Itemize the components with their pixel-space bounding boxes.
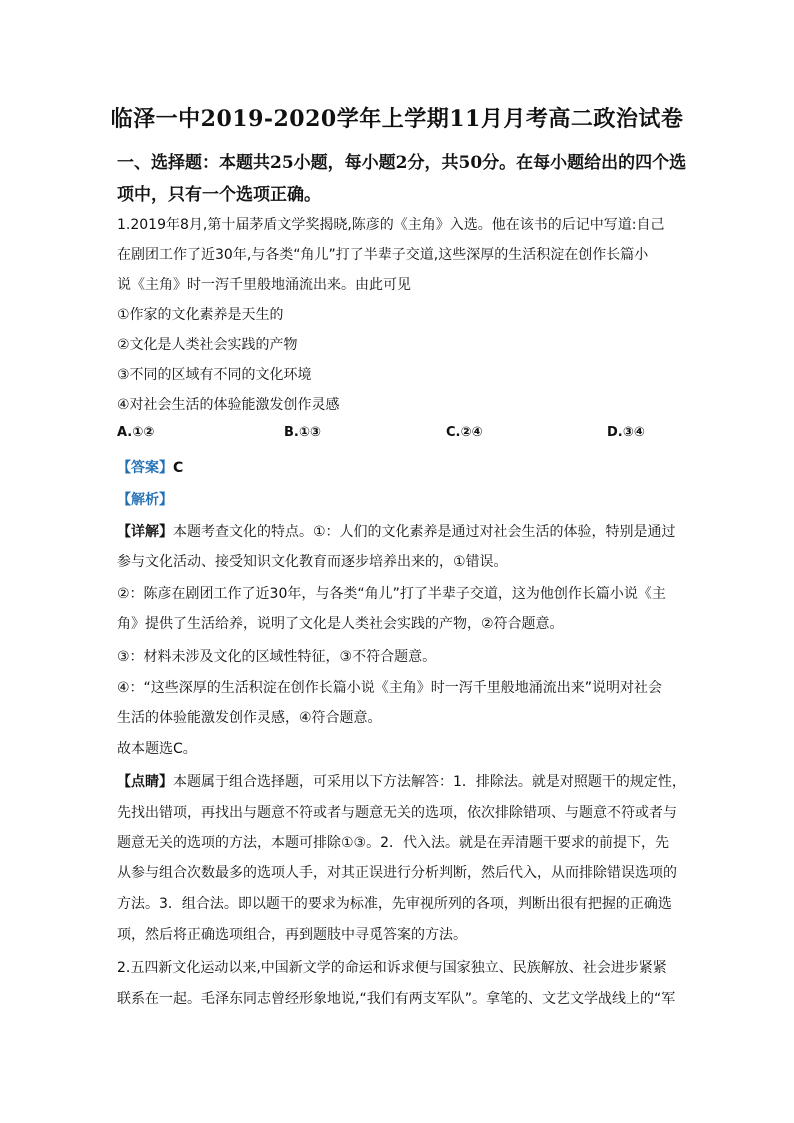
q1-answer xyxy=(117,457,183,477)
q1-tip-line-1 xyxy=(117,771,686,791)
q1-item-4: ④对社会生活的体验能激发创作灵感 xyxy=(117,397,340,413)
answer-value: C xyxy=(173,460,184,476)
detail-label: 【详解】 xyxy=(117,524,173,540)
q1-tip-line-4: 从参与组合次数最多的选项人手，对其正误进行分析判断，然后代入，从而排除错误选项的 xyxy=(117,865,677,881)
q1-detail-line-5: ③：材料未涉及文化的区域性特征，③不符合题意。 xyxy=(117,649,437,665)
exam-title: 临泽一中2019-2020学年上学期11月月考高二政治试卷 xyxy=(110,106,684,132)
q1-item-1: ①作家的文化素养是天生的 xyxy=(117,307,284,323)
section-heading-line-1: 一、选择题：本题共25小题，每小题2分，共50分。在每小题给出的四个选 xyxy=(117,153,687,173)
q1-detail-line-4: 角》提供了生活给养，说明了文化是人类社会实践的产物，②符合题意。 xyxy=(117,616,564,632)
detail-text: 本题考查文化的特点。①：人们的文化素养是通过对社会生活的体验，特别是通过 xyxy=(173,524,676,540)
q1-detail-line-1 xyxy=(117,521,676,541)
q2-stem-line-1: 2.五四新文化运动以来,中国新文学的命运和诉求便与国家独立、民族解放、社会进步紧紧 xyxy=(117,960,667,976)
q1-detail-line-3: ②：陈彦在剧团工作了近30年，与各类“角儿”打了半辈子交道，这为他创作长篇小说《主 xyxy=(117,586,666,602)
q1-tip-line-2: 先找出错项，再找出与题意不符或者与题意无关的选项，依次排除错项、与题意不符或者与 xyxy=(117,805,677,821)
q1-detail-line-8: 故本题选C。 xyxy=(117,741,197,757)
q1-option-d: D.③④ xyxy=(607,425,645,440)
q1-detail-line-7: 生活的体验能激发创作灵感，④符合题意。 xyxy=(117,710,382,726)
tip-text: 本题属于组合选择题，可采用以下方法解答：1．排除法。就是对照题干的规定性， xyxy=(173,774,686,790)
q1-item-3: ③不同的区域有不同的文化环境 xyxy=(117,367,312,383)
q1-tip-line-3: 题意无关的选项的方法，本题可排除①③。2．代入法。就是在弄清题干要求的前提下，先 xyxy=(117,835,670,851)
tip-label: 【点睛】 xyxy=(117,774,173,790)
q1-option-b: B.①③ xyxy=(284,425,321,440)
q2-stem-line-2: 联系在一起。毛泽东同志曾经形象地说,“我们有两支军队”。拿笔的、文艺文学战线上的“军 xyxy=(117,991,676,1007)
q1-stem-line-2: 在剧团工作了近30年,与各类“角儿”打了半辈子交道,这些深厚的生活积淀在创作长篇小 xyxy=(117,247,649,263)
analysis-label: 【解析】 xyxy=(117,492,173,508)
q1-tip-line-5: 方法。3．组合法。即以题干的要求为标准，先审视所列的各项，判断出很有把握的正确选 xyxy=(117,896,672,912)
q1-analysis xyxy=(117,489,173,509)
q1-stem-line-1: 1.2019年8月,第十届茅盾文学奖揭晓,陈彦的《主角》入选。他在该书的后记中写道:自己 xyxy=(117,217,665,233)
q1-detail-line-2: 参与文化活动、接受知识文化教育而逐步培养出来的，①错误。 xyxy=(117,554,508,570)
q1-option-a: A.①② xyxy=(117,425,155,440)
q1-option-c: C.②④ xyxy=(446,425,483,440)
q1-stem-line-3: 说《主角》时一泻千里般地涌流出来。由此可见 xyxy=(117,277,411,293)
q1-item-2: ②文化是人类社会实践的产物 xyxy=(117,337,298,353)
q1-tip-line-6: 项，然后将正确选项组合，再到题肢中寻觅答案的方法。 xyxy=(117,927,467,943)
q1-detail-line-6: ④：“这些深厚的生活积淀在创作长篇小说《主角》时一泻千里般地涌流出来”说明对社会 xyxy=(117,680,663,696)
section-heading-line-2: 项中，只有一个选项正确。 xyxy=(117,185,321,205)
answer-label: 【答案】 xyxy=(117,460,173,476)
